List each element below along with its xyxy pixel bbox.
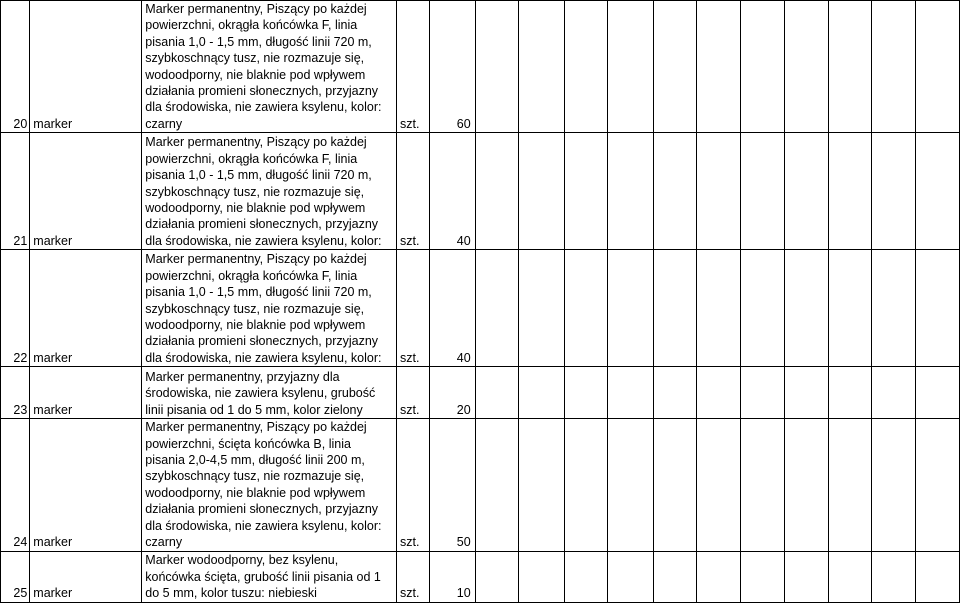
item-description: Marker permanentny, Piszący po każdej powierzchni, ścięta końcówka B, linia pisania 2,0-4,5 mm, długość linii 200 m, szybkoschnący tusz, nie rozmazuje się, wodoodporny, nie blaknie pod wpływem działania promieni słonecznych, przyjazny dla środowiska, nie zawiera ksylenu, kolor: czarny — [142, 419, 397, 551]
table-row — [1, 250, 960, 367]
empty-cell — [697, 551, 741, 602]
item-quantity: 40 — [430, 133, 475, 250]
empty-cell — [916, 133, 960, 250]
item-quantity: 20 — [430, 367, 475, 419]
table-row — [1, 551, 960, 602]
table-row — [1, 133, 960, 250]
item-unit: szt. — [396, 133, 429, 250]
empty-cell — [872, 133, 916, 250]
empty-cell — [519, 551, 565, 602]
empty-cell — [916, 551, 960, 602]
empty-cell — [653, 367, 697, 419]
empty-cell — [475, 419, 519, 551]
empty-cell — [519, 1, 565, 133]
empty-cell — [475, 551, 519, 602]
item-quantity: 60 — [430, 1, 475, 133]
empty-cell — [519, 133, 565, 250]
empty-cell — [916, 250, 960, 367]
empty-cell — [475, 367, 519, 419]
empty-cell — [741, 367, 785, 419]
row-number: 24 — [1, 419, 30, 551]
item-quantity: 10 — [430, 551, 475, 602]
empty-cell — [697, 250, 741, 367]
empty-cell — [519, 419, 565, 551]
empty-cell — [916, 367, 960, 419]
item-name: marker — [30, 1, 142, 133]
empty-cell — [607, 551, 653, 602]
empty-cell — [872, 250, 916, 367]
empty-cell — [475, 250, 519, 367]
item-quantity: 40 — [430, 250, 475, 367]
item-unit: szt. — [396, 367, 429, 419]
empty-cell — [697, 1, 741, 133]
empty-cell — [872, 419, 916, 551]
table-row — [1, 367, 960, 419]
item-description: Marker permanentny, Piszący po każdej powierzchni, okrągła końcówka F, linia pisania 1,0 - 1,5 mm, długość linii 720 m, szybkoschnący tusz, nie rozmazuje się, wodoodporny, nie blaknie pod wpływem działania promieni słonecznych, przyjazny dla środowiska, nie zawiera ksylenu, kolor: czarny — [142, 1, 397, 133]
empty-cell — [653, 250, 697, 367]
empty-cell — [565, 250, 608, 367]
item-unit: szt. — [396, 551, 429, 602]
empty-cell — [784, 250, 828, 367]
empty-cell — [653, 1, 697, 133]
empty-cell — [784, 551, 828, 602]
empty-cell — [519, 367, 565, 419]
item-unit: szt. — [396, 250, 429, 367]
empty-cell — [565, 551, 608, 602]
row-number: 22 — [1, 250, 30, 367]
item-description: Marker permanentny, Piszący po każdej powierzchni, okrągła końcówka F, linia pisania 1,0 - 1,5 mm, długość linii 720 m, szybkoschnący tusz, nie rozmazuje się, wodoodporny, nie blaknie pod wpływem działania promieni słonecznych, przyjazny dla środowiska, nie zawiera ksylenu, kolor: — [142, 133, 397, 250]
empty-cell — [872, 551, 916, 602]
empty-cell — [784, 1, 828, 133]
item-name: marker — [30, 133, 142, 250]
item-description: Marker permanentny, Piszący po każdej powierzchni, okrągła końcówka F, linia pisania 1,0 - 1,5 mm, długość linii 720 m, szybkoschnący tusz, nie rozmazuje się, wodoodporny, nie blaknie pod wpływem działania promieni słonecznych, przyjazny dla środowiska, nie zawiera ksylenu, kolor: — [142, 250, 397, 367]
empty-cell — [872, 1, 916, 133]
empty-cell — [784, 133, 828, 250]
item-quantity: 50 — [430, 419, 475, 551]
empty-cell — [697, 367, 741, 419]
empty-cell — [872, 367, 916, 419]
empty-cell — [653, 133, 697, 250]
empty-cell — [741, 419, 785, 551]
empty-cell — [565, 1, 608, 133]
item-unit: szt. — [396, 419, 429, 551]
empty-cell — [916, 419, 960, 551]
empty-cell — [607, 367, 653, 419]
empty-cell — [828, 133, 872, 250]
empty-cell — [916, 1, 960, 133]
empty-cell — [784, 367, 828, 419]
empty-cell — [741, 133, 785, 250]
empty-cell — [741, 250, 785, 367]
empty-cell — [784, 419, 828, 551]
item-name: marker — [30, 419, 142, 551]
empty-cell — [565, 133, 608, 250]
empty-cell — [828, 1, 872, 133]
empty-cell — [607, 250, 653, 367]
item-description: Marker permanentny, przyjazny dla środowiska, nie zawiera ksylenu, grubość linii pisania od 1 do 5 mm, kolor zielony — [142, 367, 397, 419]
row-number: 21 — [1, 133, 30, 250]
row-number: 23 — [1, 367, 30, 419]
empty-cell — [828, 551, 872, 602]
empty-cell — [741, 551, 785, 602]
table-row — [1, 1, 960, 133]
empty-cell — [697, 419, 741, 551]
empty-cell — [519, 250, 565, 367]
item-description: Marker wodoodporny, bez ksylenu, końcówka ścięta, grubość linii pisania od 1 do 5 mm, kolor tuszu: niebieski — [142, 551, 397, 602]
empty-cell — [828, 250, 872, 367]
row-number: 25 — [1, 551, 30, 602]
empty-cell — [475, 133, 519, 250]
empty-cell — [697, 133, 741, 250]
empty-cell — [565, 419, 608, 551]
empty-cell — [828, 367, 872, 419]
empty-cell — [607, 133, 653, 250]
row-number: 20 — [1, 1, 30, 133]
item-name: marker — [30, 551, 142, 602]
empty-cell — [828, 419, 872, 551]
empty-cell — [565, 367, 608, 419]
table-row — [1, 419, 960, 551]
item-unit: szt. — [396, 1, 429, 133]
empty-cell — [653, 419, 697, 551]
item-name: marker — [30, 367, 142, 419]
empty-cell — [607, 1, 653, 133]
empty-cell — [741, 1, 785, 133]
empty-cell — [475, 1, 519, 133]
empty-cell — [607, 419, 653, 551]
empty-cell — [653, 551, 697, 602]
item-name: marker — [30, 250, 142, 367]
